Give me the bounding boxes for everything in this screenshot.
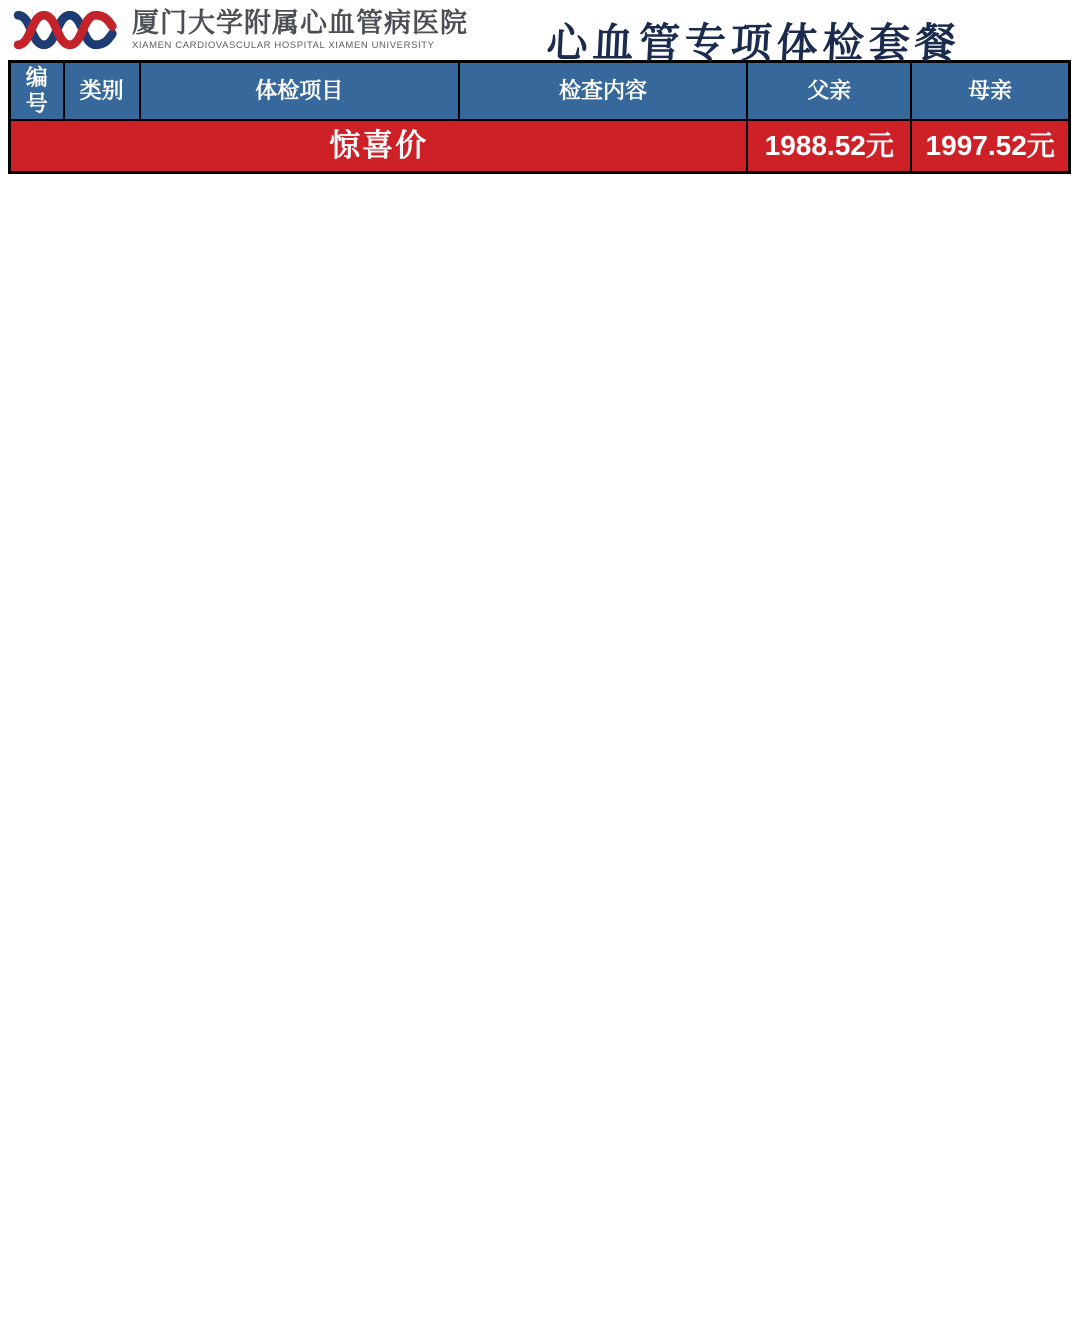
mother-price: 1997.52元 xyxy=(911,120,1069,173)
price-row xyxy=(10,120,1070,173)
package-table xyxy=(8,60,1071,174)
hospital-logo-icon xyxy=(12,6,124,54)
col-header-mother: 母亲 xyxy=(911,62,1069,120)
table-header-row xyxy=(10,62,1070,120)
col-header-content: 检查内容 xyxy=(459,62,747,120)
page-header xyxy=(0,0,1080,66)
col-header-no: 编号 xyxy=(10,62,64,120)
hospital-brand xyxy=(12,6,468,54)
father-price: 1988.52元 xyxy=(747,120,911,173)
col-header-category: 类别 xyxy=(64,62,140,120)
hospital-name: 厦门大学附属心血管病医院 xyxy=(132,8,468,39)
hospital-name-block xyxy=(132,9,468,50)
hospital-name-en: XIAMEN CARDIOVASCULAR HOSPITAL XIAMEN UNIVERSITY xyxy=(132,39,435,51)
col-header-father: 父亲 xyxy=(747,62,911,120)
page-title: 心血管专项体检套餐 xyxy=(545,20,962,66)
col-header-item: 体检项目 xyxy=(140,62,459,120)
price-label: 惊喜价 xyxy=(10,120,748,173)
